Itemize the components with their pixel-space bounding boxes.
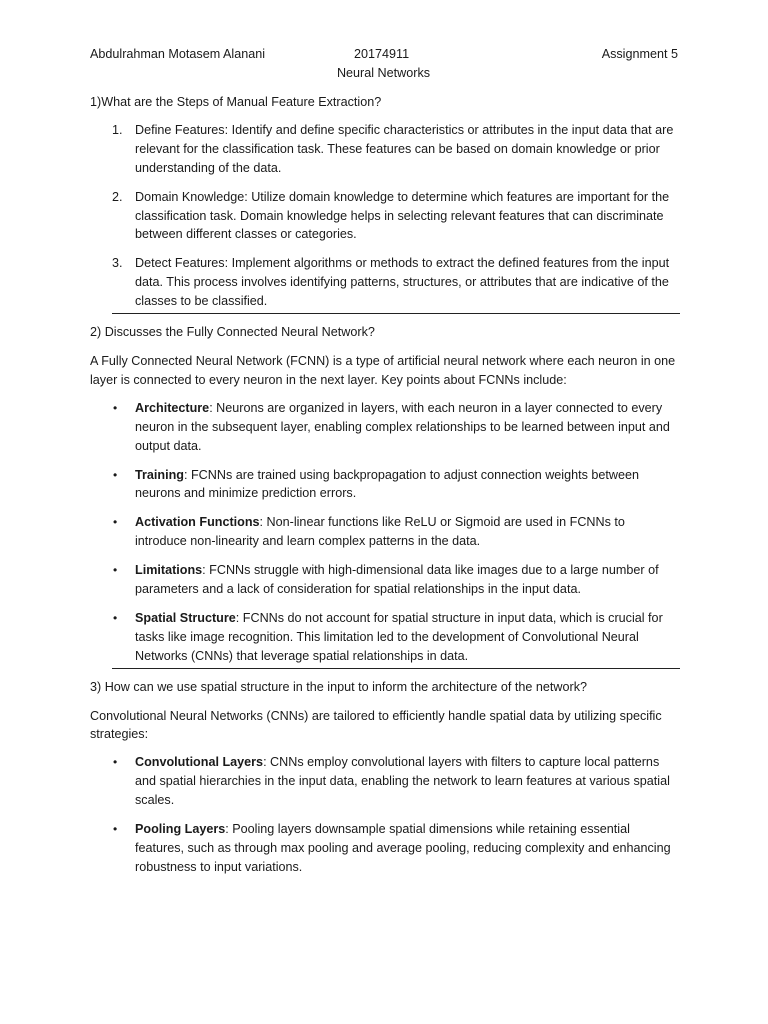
bullet-icon: • <box>113 515 118 530</box>
assignment-title: Assignment 5 <box>601 47 678 61</box>
list-item-text: Define Features: Identify and define specific characteristics or attributes in the input data that are relevant for the classification task. These features can be based on domain knowledge or prior understanding of the data. <box>135 122 674 175</box>
list-number: 2. <box>112 189 123 204</box>
cnn-strategies-list <box>90 753 680 876</box>
list-item-text: : Non-linear functions like ReLU or Sigmoid are used in FCNNs to introduce non-linearity and learn complex patterns in the data. <box>135 515 625 549</box>
question-1: 1)What are the Steps of Manual Feature Extraction? <box>90 95 382 109</box>
section-3-intro: Convolutional Neural Networks (CNNs) are tailored to efficiently handle spatial data by utilizing specific strategies: <box>90 708 662 742</box>
list-item-text: : FCNNs struggle with high-dimensional data like images due to a large number of parameters and a lack of consideration for spatial relationships in the input data. <box>135 563 659 597</box>
list-item <box>90 820 680 877</box>
section-divider <box>112 313 680 314</box>
list-item-text: Detect Features: Implement algorithms or methods to extract the defined features from the input data. This process involves identifying patterns, structures, or attributes that are indicative of the classes to be classified. <box>135 256 670 309</box>
list-item-text: Domain Knowledge: Utilize domain knowledge to determine which features are important for the classification task. Domain knowledge helps in selecting relevant features that can discriminate between different classes or categories. <box>135 189 670 242</box>
list-item-term: Limitations <box>135 563 203 578</box>
author-name: Abdulrahman Motasem Alanani <box>90 47 266 61</box>
question-2: 2) Discusses the Fully Connected Neural Network? <box>90 325 375 340</box>
section-divider <box>112 668 680 669</box>
list-item-text: : FCNNs are trained using backpropagation to adjust connection weights between neurons and minimize prediction errors. <box>135 467 640 501</box>
bullet-icon: • <box>113 822 118 837</box>
list-item <box>90 513 680 551</box>
list-item <box>90 466 680 504</box>
bullet-icon: • <box>113 563 118 578</box>
list-item-term: Pooling Layers <box>135 822 226 837</box>
list-item <box>90 753 680 810</box>
subject-title: Neural Networks <box>336 66 431 80</box>
document-page <box>90 45 680 877</box>
student-id: 20174911 <box>354 47 410 61</box>
list-item-text: : FCNNs do not account for spatial structure in input data, which is crucial for tasks like image recognition. This limitation led to the development of Convolutional Neural Networks (CNNs) that leverage spatial relationships in data. <box>135 610 663 663</box>
list-item-term: Training <box>135 467 184 482</box>
section-2-intro: A Fully Connected Neural Network (FCNN) is a type of artificial neural network where each neuron in one layer is connected to every neuron in the next layer. Key points about FCNNs include: <box>90 353 676 387</box>
fcnn-points-list <box>90 399 680 666</box>
list-item-term: Spatial Structure <box>135 610 236 625</box>
list-item <box>90 561 680 599</box>
bullet-icon: • <box>113 400 118 415</box>
list-item-term: Convolutional Layers <box>135 755 264 770</box>
list-number: 1. <box>112 122 123 137</box>
list-item <box>90 609 680 666</box>
steps-list <box>90 121 680 311</box>
list-item-text: : CNNs employ convolutional layers with filters to capture local patterns and spatial hierarchies in the input data, enabling the network to learn features at various spatial scales. <box>135 755 670 808</box>
list-number: 3. <box>112 256 123 271</box>
bullet-icon: • <box>113 755 118 770</box>
list-item-text: : Pooling layers downsample spatial dimensions while retaining essential features, such as through max pooling and average pooling, reducing complexity and enhancing robustness to input variations. <box>135 822 671 874</box>
question-3: 3) How can we use spatial structure in the input to inform the architecture of the network? <box>90 679 588 694</box>
list-item <box>90 121 680 178</box>
document-header <box>90 45 680 64</box>
list-item <box>90 188 680 245</box>
bullet-icon: • <box>113 467 118 482</box>
bullet-icon: • <box>113 610 118 625</box>
list-item <box>90 399 680 456</box>
list-item-term: Architecture <box>135 400 210 415</box>
list-item-term: Activation Functions <box>135 515 260 530</box>
list-item-text: : Neurons are organized in layers, with each neuron in a layer connected to every neuron in the subsequent layer, enabling complex relationships to be learned between input and output data. <box>135 400 670 453</box>
list-item <box>90 254 680 311</box>
